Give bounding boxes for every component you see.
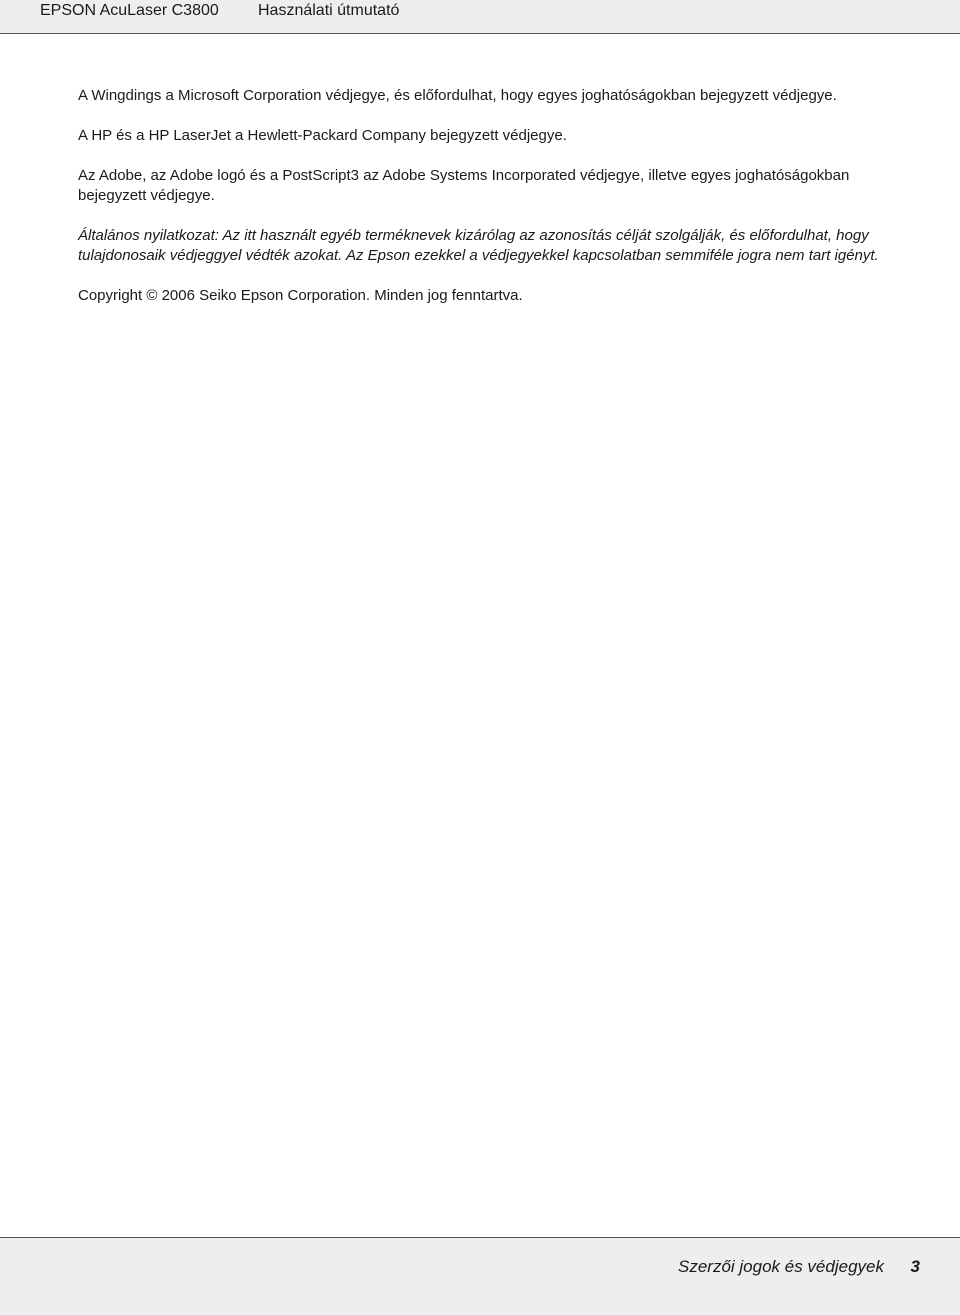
page-footer [0,1237,960,1315]
page-header [0,0,960,34]
paragraph-wingdings: A Wingdings a Microsoft Corporation védjegye, és előfordulhat, hogy egyes joghatóságokban bejegyzett védjegye. [78,87,837,104]
paragraph-disclaimer: Általános nyilatkozat: Az itt használt egyéb terméknevek kizárólag az azonosítás célját szolgálják, és előfordulhat, hogy tulajdonosaik védjeggyel védték azokat. Az Epson ezekkel a védjegyekkel kapcsolatban semmiféle jogra nem tart igényt. [78,227,879,264]
header-guide-title: Használati útmutató [258,2,400,19]
footer-page-number: 3 [910,1257,920,1276]
paragraph-hp: A HP és a HP LaserJet a Hewlett-Packard Company bejegyzett védjegye. [78,127,567,144]
footer-section-title: Szerzői jogok és védjegyek [677,1257,884,1276]
paragraph-copyright: Copyright © 2006 Seiko Epson Corporation. Minden jog fenntartva. [78,287,523,304]
header-product-name: EPSON AcuLaser C3800 [40,2,219,19]
paragraph-adobe: Az Adobe, az Adobe logó és a PostScript3 az Adobe Systems Incorporated védjegye, illetve egyes joghatóságokban bejegyzett védjegye. [78,167,850,204]
page-content [78,86,898,326]
